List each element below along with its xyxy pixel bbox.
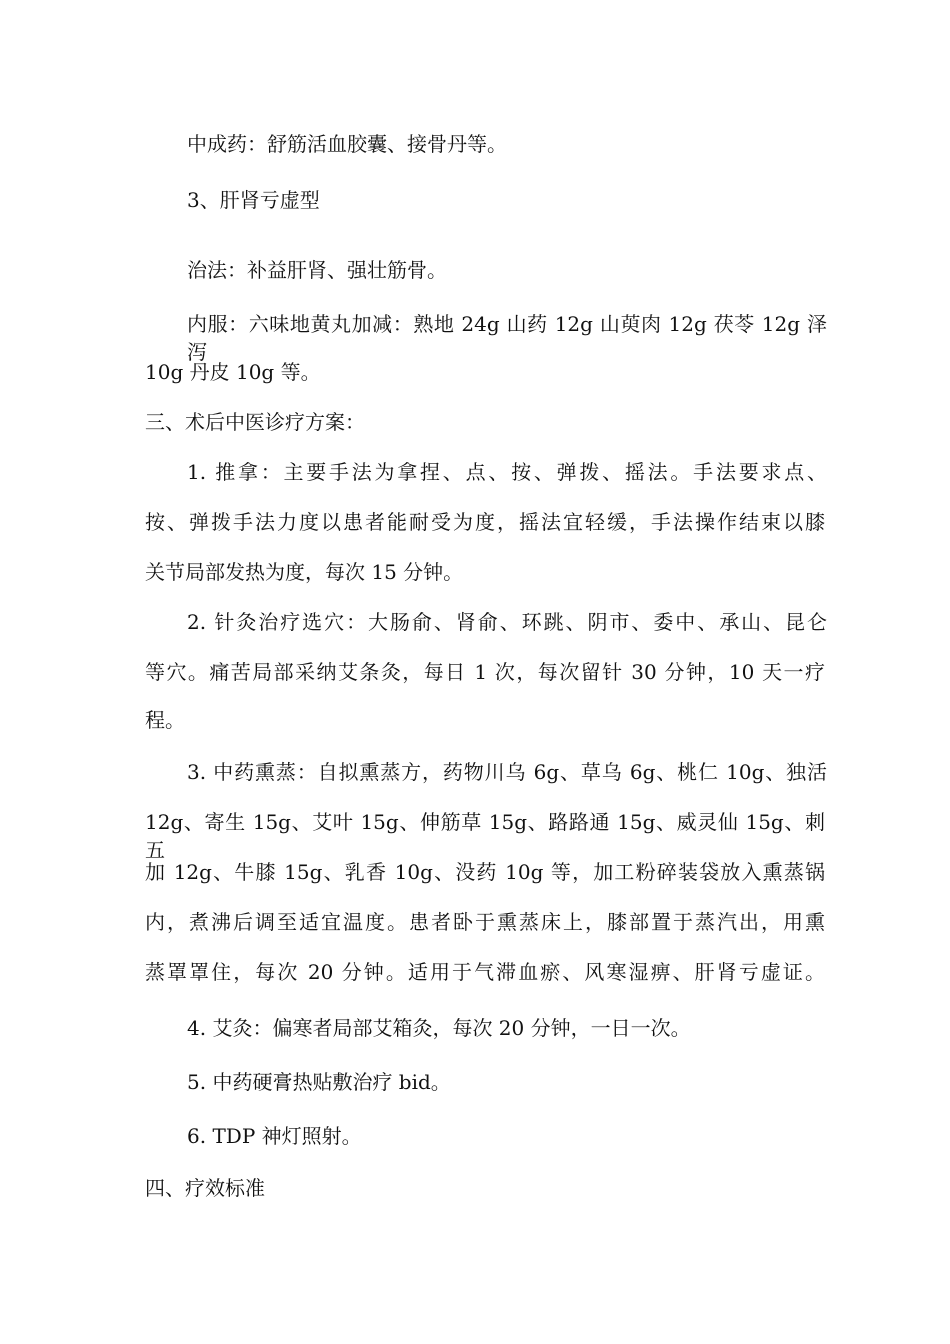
text-line: 4. 艾灸：偏寒者局部艾箱灸，每次 20 分钟，一日一次。 [187, 1016, 691, 1040]
text-line: 加 12g、牛膝 15g、乳香 10g、没药 10g 等，加工粉碎装袋放入熏蒸锅 [145, 860, 825, 884]
section-heading: 三、术后中医诊疗方案： [145, 410, 365, 434]
text-line: 5. 中药硬膏热贴敷治疗 bid。 [187, 1070, 451, 1094]
text-line: 按、弹拨手法力度以患者能耐受为度，摇法宜轻缓，手法操作结束以膝 [145, 510, 825, 534]
text-line: 蒸罩罩住，每次 20 分钟。适用于气滞血瘀、风寒湿痹、肝肾亏虚证。 [145, 960, 825, 984]
text-line: 中成药：舒筋活血胶囊、接骨丹等。 [187, 132, 507, 156]
text-line: 1. 推拿：主要手法为拿捏、点、按、弹拨、摇法。手法要求点、 [187, 460, 827, 484]
text-line: 关节局部发热为度，每次 15 分钟。 [145, 560, 464, 584]
section-heading: 四、疗效标准 [145, 1176, 265, 1200]
text-line: 3. 中药熏蒸：自拟熏蒸方，药物川乌 6g、草乌 6g、桃仁 10g、独活 [187, 760, 827, 784]
text-line: 10g 丹皮 10g 等。 [145, 360, 321, 384]
text-line: 程。 [145, 708, 185, 732]
section-heading: 3、肝肾亏虚型 [187, 188, 320, 212]
text-line: 内服：六味地黄丸加减：熟地 24g 山药 12g 山萸肉 12g 茯苓 12g 泽泻 [187, 312, 827, 364]
text-line: 等穴。痛苦局部采纳艾条灸，每日 1 次，每次留针 30 分钟，10 天一疗 [145, 660, 825, 684]
text-line: 治法：补益肝肾、强壮筋骨。 [187, 258, 447, 282]
text-line: 2. 针灸治疗选穴：大肠俞、肾俞、环跳、阴市、委中、承山、昆仑 [187, 610, 827, 634]
text-line: 6. TDP 神灯照射。 [187, 1124, 362, 1148]
text-line: 12g、寄生 15g、艾叶 15g、伸筋草 15g、路路通 15g、威灵仙 15g、刺五 [145, 810, 825, 862]
text-line: 内，煮沸后调至适宜温度。患者卧于熏蒸床上，膝部置于蒸汽出，用熏 [145, 910, 825, 934]
